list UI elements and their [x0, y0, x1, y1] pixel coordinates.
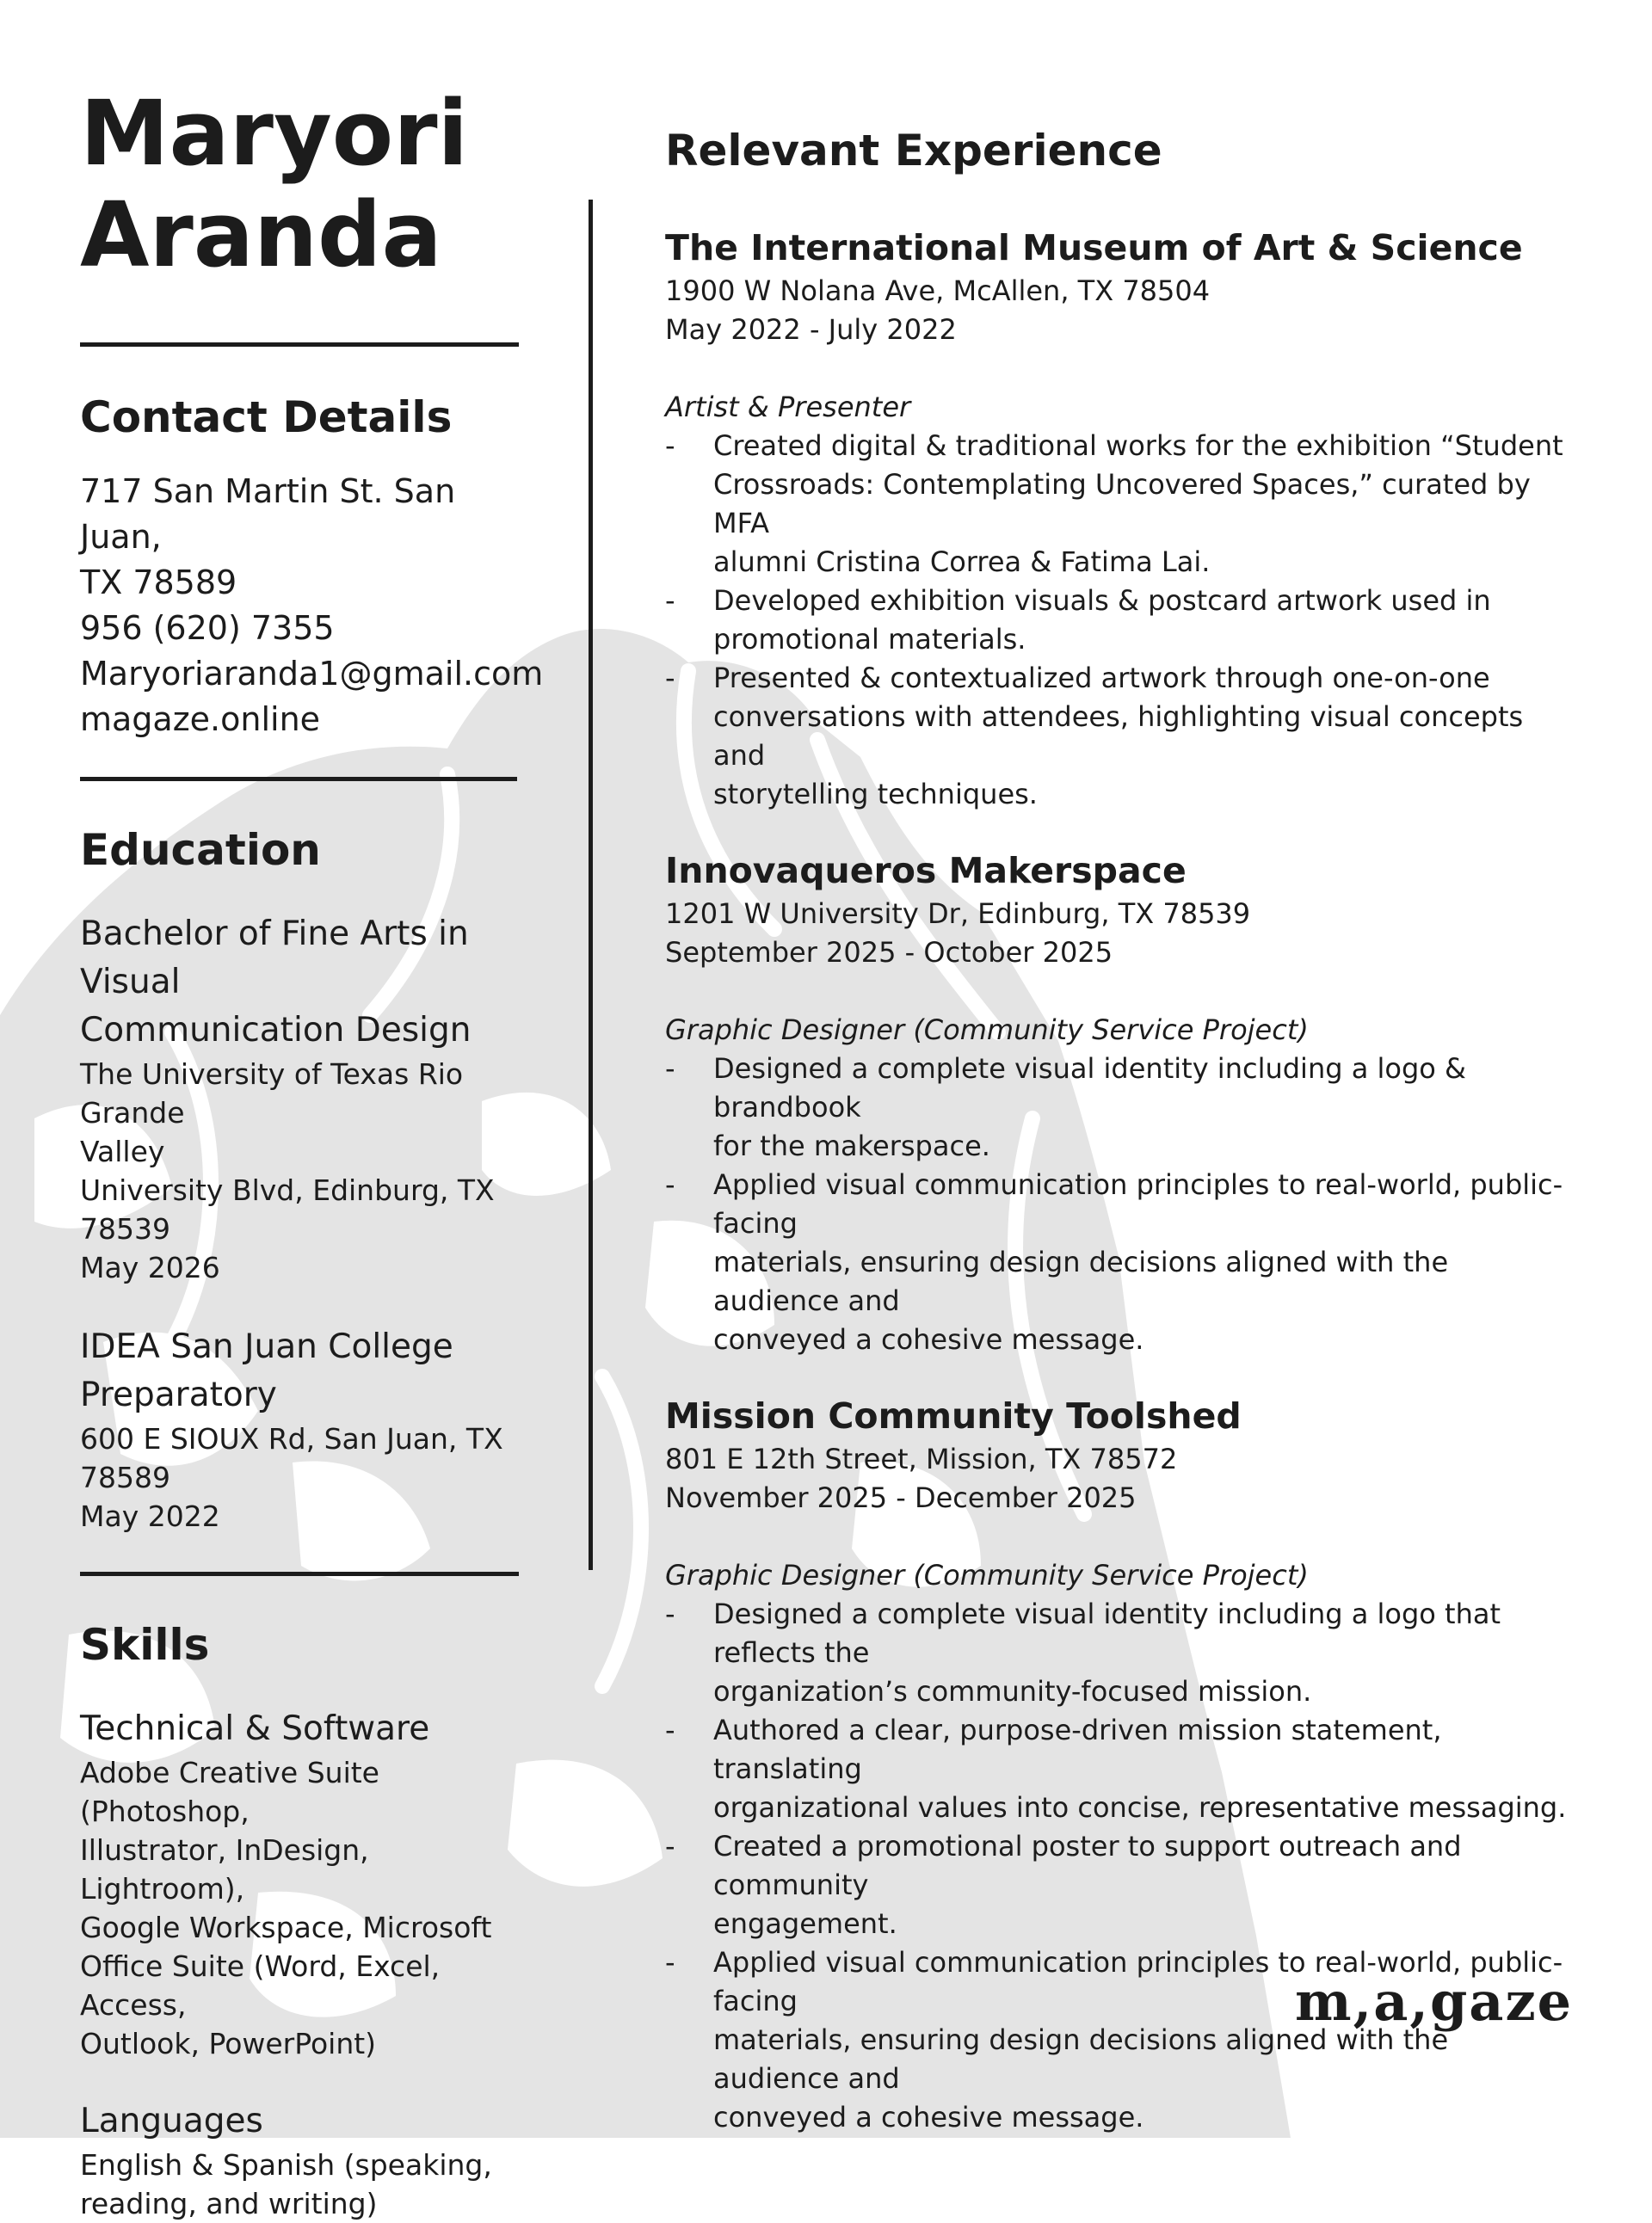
skills-heading: Skills [80, 1620, 210, 1670]
skill-line: Illustrator, InDesign, Lightroom), [80, 1833, 369, 1906]
bullet-line: organization’s community-focused mission. [713, 1675, 1312, 1708]
skill-category-title: Technical & Software [80, 1709, 430, 1748]
bullet-line: Authored a clear, purpose-driven mission statement, translating [713, 1714, 1442, 1785]
job-organization: Mission Community Toolshed [665, 1395, 1242, 1437]
magaze-logo [1295, 1970, 1579, 2048]
bullet-item [665, 1050, 1577, 1166]
bullet-line: organizational values into concise, representative messaging. [713, 1791, 1567, 1824]
bullet-line: promotional materials. [713, 623, 1026, 656]
section-rule [80, 342, 519, 347]
experience-heading: Relevant Experience [665, 126, 1162, 176]
skill-line: Outlook, PowerPoint) [80, 2027, 377, 2060]
website: magaze.online [80, 700, 321, 738]
bullet-line: storytelling techniques. [713, 778, 1038, 810]
bullet-line: engagement. [713, 1907, 897, 1940]
skills-languages [80, 2097, 527, 2223]
graduation-date: May 2022 [80, 1499, 220, 1533]
bullet-item [665, 427, 1577, 582]
job-dates: May 2022 - July 2022 [665, 313, 957, 346]
address-line: 717 San Martin St. San Juan, [80, 472, 456, 556]
education-entry [80, 910, 527, 1287]
bullet-line: Applied visual communication principles to real-world, public-facing [713, 1946, 1563, 2017]
school-address: 78589 [80, 1461, 170, 1494]
graduation-date: May 2026 [80, 1251, 220, 1284]
bullet-line: Created digital & traditional works for the exhibition “Student [713, 429, 1563, 462]
school-address: 600 E SIOUX Rd, San Juan, TX [80, 1422, 503, 1456]
skill-line: Google Workspace, Microsoft [80, 1911, 492, 1944]
bullet-line: conveyed a cohesive message. [713, 1323, 1144, 1356]
bullet-dash: - [665, 1946, 675, 1979]
job-address: 1900 W Nolana Ave, McAllen, TX 78504 [665, 274, 1211, 307]
job-organization: The International Museum of Art & Science [665, 227, 1523, 268]
job-dates: November 2025 - December 2025 [665, 1481, 1137, 1514]
bullet-dash: - [665, 1052, 675, 1085]
first-name: Maryori [80, 81, 469, 186]
job-role: Artist & Presenter [665, 391, 911, 423]
bullet-line: alumni Cristina Correa & Fatima Lai. [713, 545, 1211, 578]
school-title: IDEA San Juan College [80, 1327, 453, 1366]
bullet-dash: - [665, 429, 675, 462]
job-organization: Innovaqueros Makerspace [665, 850, 1187, 891]
school-address: University Blvd, Edinburg, TX 78539 [80, 1173, 495, 1246]
bullet-item [665, 1711, 1577, 1827]
bullet-line: Designed a complete visual identity including a logo that reflects the [713, 1598, 1501, 1669]
job-dates: September 2025 - October 2025 [665, 936, 1113, 969]
job-bullets [665, 1050, 1577, 1359]
left-column [80, 81, 544, 2223]
job-entry [665, 847, 1577, 1359]
job-role: Graphic Designer (Community Service Project) [665, 1013, 1309, 1046]
bullet-line: Created a promotional poster to support outreach and community [713, 1830, 1462, 1901]
job-role: Graphic Designer (Community Service Project) [665, 1559, 1309, 1592]
bullet-dash: - [665, 584, 675, 617]
skill-line: English & Spanish (speaking, [80, 2148, 492, 2182]
bullet-line: Designed a complete visual identity including a logo & brandbook [713, 1052, 1466, 1124]
bullet-line: Applied visual communication principles to real-world, public-facing [713, 1168, 1563, 1240]
school-name: The University of Texas Rio Grande [80, 1057, 464, 1130]
bullet-line: conveyed a cohesive message. [713, 2101, 1144, 2134]
job-entry [665, 224, 1577, 814]
education-heading: Education [80, 825, 321, 875]
degree-title: Bachelor of Fine Arts in Visual [80, 914, 469, 1001]
bullet-dash: - [665, 1714, 675, 1746]
last-name: Aranda [80, 182, 442, 287]
section-rule [80, 777, 517, 781]
address-line: TX 78589 [80, 563, 237, 601]
skill-line: Office Suite (Word, Excel, Access, [80, 1949, 441, 2022]
bullet-dash: - [665, 1168, 675, 1201]
column-divider [589, 200, 593, 1570]
school-title: Preparatory [80, 1376, 277, 1414]
bullet-line: materials, ensuring design decisions aligned with the audience and [713, 1246, 1449, 1317]
skill-line: reading, and writing) [80, 2187, 378, 2220]
bullet-dash: - [665, 1598, 675, 1630]
bullet-dash: - [665, 662, 675, 694]
bullet-line: conversations with attendees, highlighting visual concepts and [713, 700, 1524, 772]
skill-category-title: Languages [80, 2102, 263, 2140]
bullet-line: materials, ensuring design decisions aligned with the audience and [713, 2023, 1449, 2095]
contact-heading: Contact Details [80, 392, 453, 442]
contact-details [80, 469, 544, 742]
education-entry [80, 1323, 527, 1536]
job-address: 801 E 12th Street, Mission, TX 78572 [665, 1443, 1178, 1475]
name-heading [80, 83, 527, 286]
school-name: Valley [80, 1135, 165, 1168]
bullet-line: for the makerspace. [713, 1130, 990, 1162]
job-address: 1201 W University Dr, Edinburg, TX 78539 [665, 897, 1251, 930]
bullet-item [665, 1166, 1577, 1359]
logo-wordmark: m,a,gaze [1295, 1970, 1574, 2033]
phone-number: 956 (620) 7355 [80, 609, 335, 647]
bullet-item [665, 1827, 1577, 1943]
bullet-line: Presented & contextualized artwork through one-on-one [713, 662, 1490, 694]
bullet-item [665, 1595, 1577, 1711]
job-bullets [665, 1595, 1577, 2137]
section-rule [80, 1572, 519, 1576]
right-column [665, 120, 1577, 2137]
bullet-dash: - [665, 1830, 675, 1863]
bullet-item [665, 582, 1577, 659]
skills-technical [80, 1705, 527, 2063]
degree-title: Communication Design [80, 1011, 472, 1050]
job-bullets [665, 427, 1577, 814]
bullet-item [665, 659, 1577, 814]
bullet-line: Developed exhibition visuals & postcard artwork used in [713, 584, 1491, 617]
skill-line: Adobe Creative Suite (Photoshop, [80, 1756, 379, 1828]
bullet-line: Crossroads: Contemplating Uncovered Spaces,” curated by MFA [713, 468, 1531, 539]
email-address: Maryoriaranda1@gmail.com [80, 655, 544, 693]
